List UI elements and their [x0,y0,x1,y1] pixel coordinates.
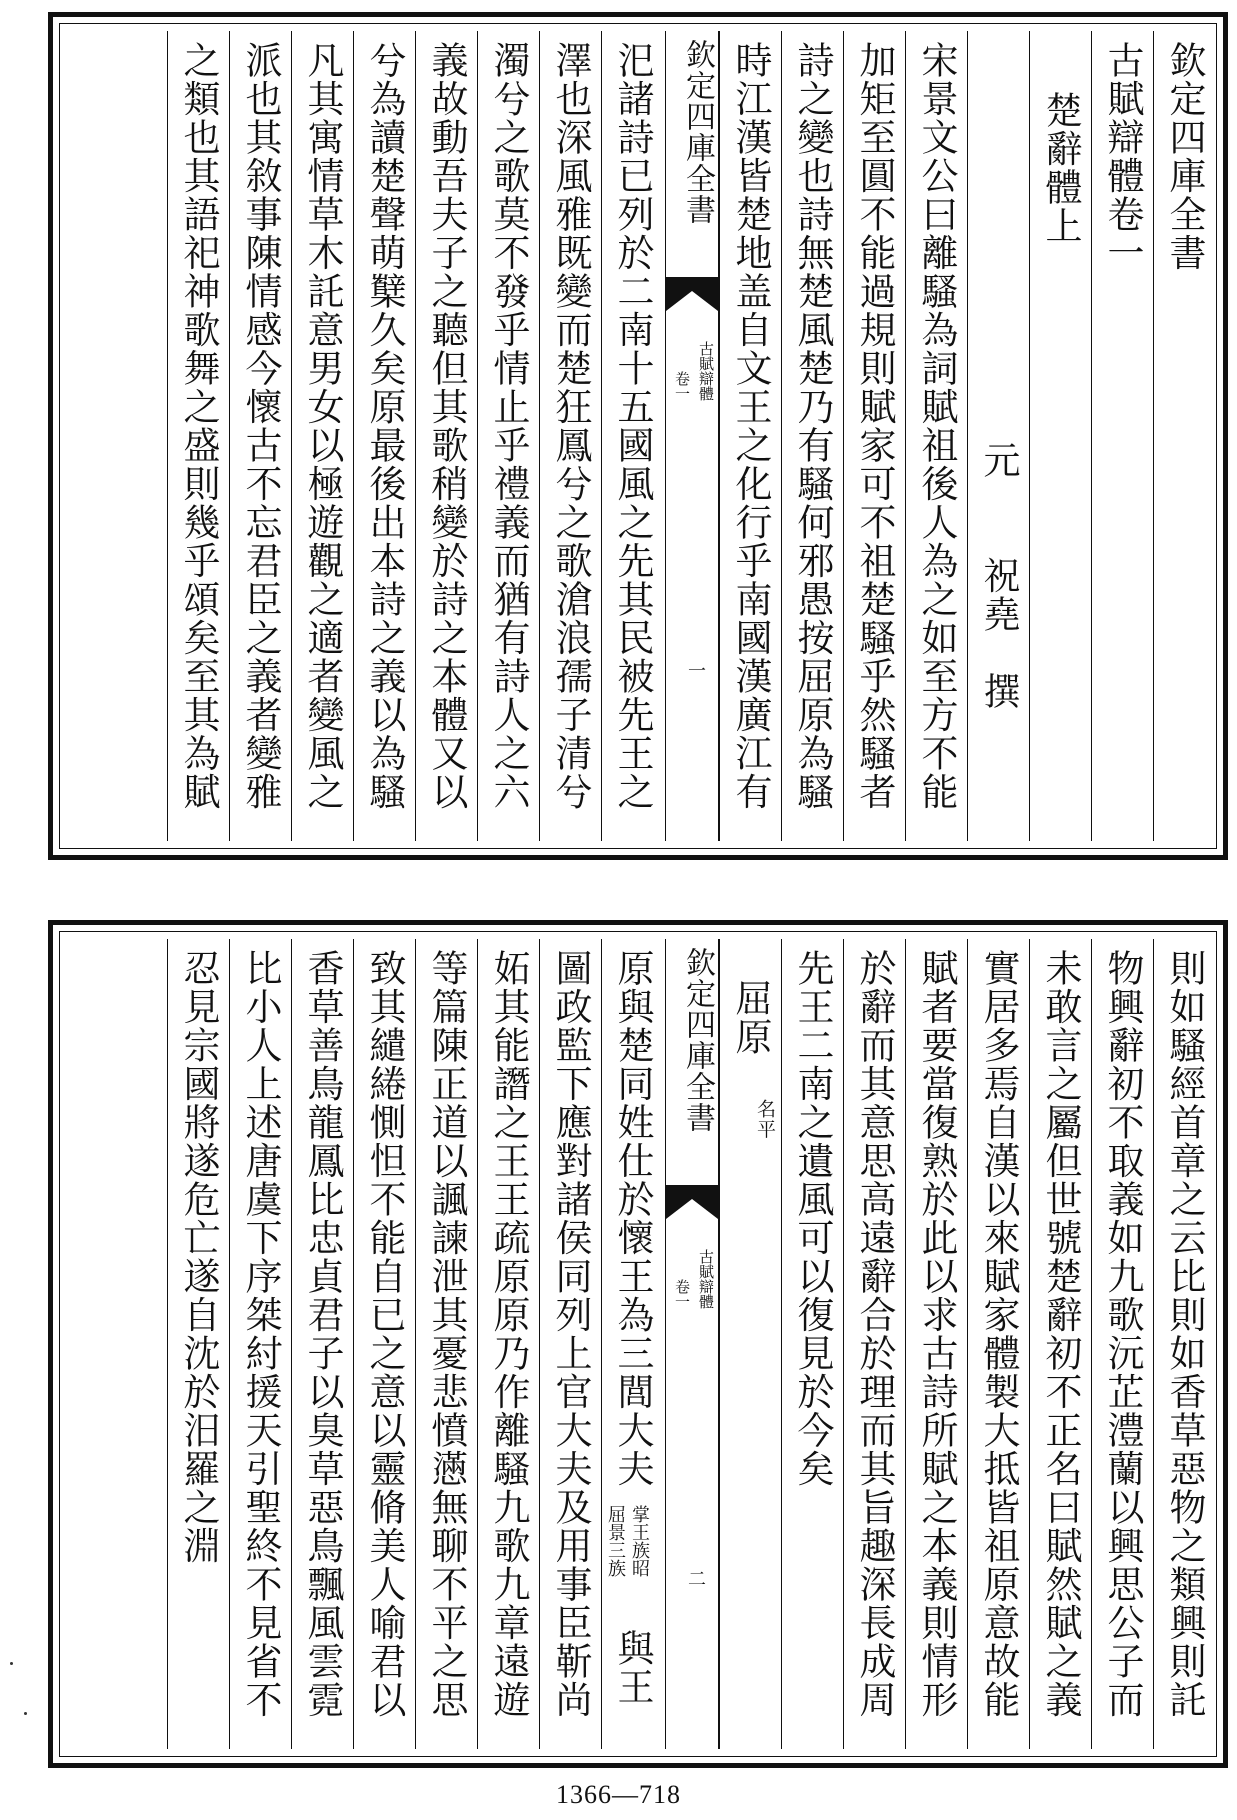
column-text-5 [601,31,663,841]
margin-library-label: 欽定四庫全書 [680,39,715,225]
column-text-1 [1153,939,1215,1749]
entry-title: 屈原 [729,979,772,1056]
interlinear-note [604,1505,650,1577]
column-text: 加矩至圓不能過規則賦家可不祖楚騷乎然騷者 [853,41,896,811]
column-text-10 [415,939,477,1749]
column-text-9 [353,31,415,841]
leaf-number: 二 [685,1569,706,1587]
margin-library-label: 欽定四庫全書 [680,947,715,1133]
column-text: 未敢言之屬但世號楚辭初不正名曰賦然賦之義 [1039,949,1082,1719]
column-text: 妬其能譖之王王疏原原乃作離騷九歌九章遠遊 [487,949,530,1719]
column-text: 兮為讀楚聲萌櫱久矣原最後出本詩之義以為騷 [363,41,406,811]
column-text: 賦者要當復熟於此以求古詩所賦之本義則情形 [915,949,958,1719]
column-book-title [1091,31,1153,841]
column-text-6 [539,31,601,841]
column-text: 汜諸詩已列於二南十五國風之先其民被先王之 [611,41,654,811]
margin-section-label: 古賦辯體 [697,1249,715,1309]
column-text-11 [229,31,291,841]
column-blank [65,939,167,1749]
center-margin [665,939,719,1749]
page-number: 1366—718 [556,1780,681,1809]
column-text: 則如騷經首章之云比則如香草惡物之類興則託 [1163,949,1206,1719]
column-text-7 [781,939,843,1749]
scan-speck [10,1662,13,1665]
column-blank [65,31,167,841]
column-text-3 [781,31,843,841]
column-text: 之類也其語祀神歌舞之盛則幾乎頌矣至其為賦 [177,41,220,811]
column-text-4 [967,939,1029,1749]
column-text: 比小人上述唐虞下序桀紂援天引聖終不見省不 [239,949,282,1719]
column-text: 原與楚同姓仕於懷王為三閭大夫 [611,949,654,1488]
column-text: 圖政監下應對諸侯同列上官大夫及用事臣靳尚 [549,949,592,1719]
note-line-a: 掌王族昭 [629,1505,650,1577]
column-text-4 [719,31,781,841]
column-text-14 [167,939,229,1749]
column-text: 欽定四庫全書 [1163,41,1206,272]
page-top [48,12,1228,860]
fish-tail-mark [666,1185,718,1219]
column-text-8 [415,31,477,841]
column-text-1 [905,31,967,841]
column-text-10 [291,31,353,841]
column-text-12 [291,939,353,1749]
column-text: 濁兮之歌莫不發乎情止乎禮義而猶有詩人之六 [487,41,530,811]
column-text: 先王二南之遺風可以復見於今矣 [791,949,834,1488]
column-text: 古賦辯體卷一 [1101,41,1144,272]
margin-volume-label: 卷一 [673,371,691,401]
column-note-entry [601,939,663,1749]
column-text-11 [353,939,415,1749]
column-entry-title [719,939,781,1749]
center-margin [665,31,719,841]
column-title-library [1153,31,1215,841]
scan-speck [24,1712,27,1715]
column-text: 於辭而其意思高遠辭合於理而其旨趣深長成周 [853,949,896,1719]
fish-tail-mark [666,277,718,311]
column-text-2 [1091,939,1153,1749]
column-text-tail: 與王 [611,1629,654,1706]
entry-title-note: 名平 [754,1099,776,1140]
column-text-6 [843,939,905,1749]
column-text: 派也其敘事陳情感今懷古不忘君臣之義者變雅 [239,41,282,811]
column-text: 凡其寓情草木託意男女以極遊觀之適者變風之 [301,41,344,811]
column-text: 澤也深風雅既變而楚狂鳳兮之歌滄浪孺子清兮 [549,41,592,811]
column-text: 等篇陳正道以諷諫泄其憂悲憤懣無聊不平之思 [425,949,468,1719]
margin-section-label [696,341,716,401]
column-author [967,31,1029,841]
column-text: 詩之變也詩無楚風楚乃有騷何邪愚按屈原為騷 [791,41,834,811]
column-text: 宋景文公曰離騷為詞賦祖後人為之如至方不能 [915,41,958,811]
section-label: 古賦辯體 [697,341,715,401]
column-text: 時江漢皆楚地盖自文王之化行乎南國漢廣江有 [729,41,772,811]
column-text: 香草善鳥龍鳳比忠貞君子以臭草惡鳥飄風雲霓 [301,949,344,1719]
column-text-7 [477,31,539,841]
page-bottom [48,920,1228,1768]
note-line-b: 屈景三族 [605,1505,626,1577]
column-text-8 [539,939,601,1749]
column-text-5 [905,939,967,1749]
column-text: 楚辭體上 [1039,91,1082,245]
column-text: 元 祝堯 撰 [977,441,1020,711]
column-text: 實居多焉自漢以來賦家體製大抵皆祖原意故能 [977,949,1020,1719]
column-text: 忍見宗國將遂危亡遂自沈於汨羅之淵 [177,949,220,1565]
column-text: 物興辭初不取義如九歌沅芷澧蘭以興思公子而 [1101,949,1144,1719]
column-text-12 [167,31,229,841]
column-text-9 [477,939,539,1749]
column-section-title [1029,31,1091,841]
margin-volume-label: 卷一 [673,1279,691,1309]
column-text: 義故動吾夫子之聽但其歌稍變於詩之本體又以 [425,41,468,811]
column-text-2 [843,31,905,841]
column-text-3 [1029,939,1091,1749]
column-text: 致其繾綣惻怛不能自已之意以靈脩美人喻君以 [363,949,406,1719]
leaf-number: 一 [685,661,706,679]
column-text-13 [229,939,291,1749]
